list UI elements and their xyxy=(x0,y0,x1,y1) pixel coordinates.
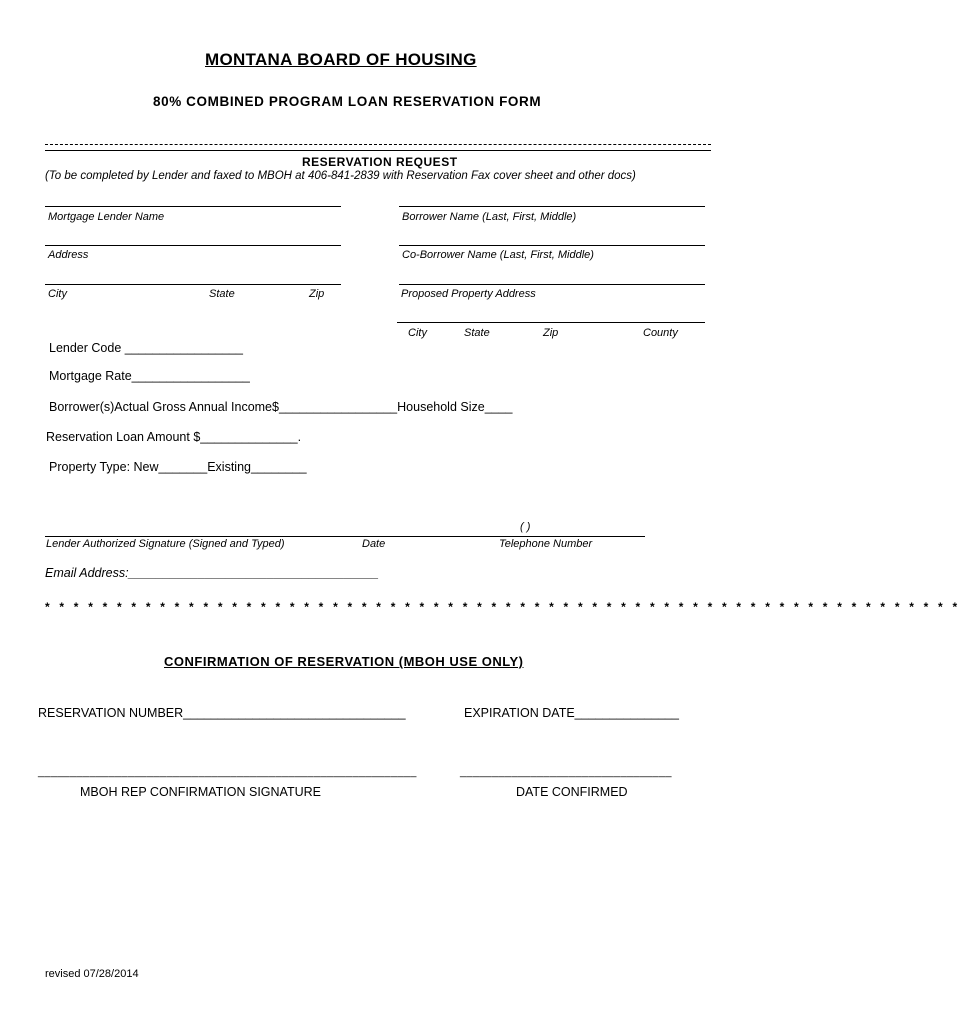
reservation-number-field[interactable]: RESERVATION NUMBER________________________________ xyxy=(38,706,406,720)
income-household-field[interactable]: Borrower(s)Actual Gross Annual Income$_________________Household Size____ xyxy=(49,400,513,414)
city-label: City xyxy=(48,288,67,300)
instructions-text: (To be completed by Lender and faxed to MBOH at 406-841-2839 with Reservation Fax cover sheet and other docs) xyxy=(45,170,636,182)
date-label: Date xyxy=(362,538,386,550)
lender-name-label: Mortgage Lender Name xyxy=(48,211,165,223)
solid-divider xyxy=(45,150,711,151)
lender-code-field[interactable]: Lender Code _________________ xyxy=(49,341,243,355)
address-line[interactable] xyxy=(45,245,341,246)
date-confirmed-label: DATE CONFIRMED xyxy=(516,785,628,799)
expiration-date-field[interactable]: EXPIRATION DATE_______________ xyxy=(464,706,679,720)
rep-signature-line[interactable]: ___________________________________________________________ xyxy=(38,766,417,778)
property-county-label: County xyxy=(643,327,678,339)
loan-amount-field[interactable]: Reservation Loan Amount $______________. xyxy=(46,430,302,444)
page-subtitle: 80% COMBINED PROGRAM LOAN RESERVATION FORM xyxy=(153,94,542,109)
zip-label: Zip xyxy=(309,288,325,300)
state-label: State xyxy=(209,288,235,300)
co-borrower-name-line[interactable] xyxy=(399,245,705,246)
date-confirmed-line[interactable]: _________________________________ xyxy=(460,766,672,778)
property-address-line[interactable] xyxy=(399,284,705,285)
co-borrower-name-label: Co-Borrower Name (Last, First, Middle) xyxy=(402,249,594,261)
address-label: Address xyxy=(48,249,89,261)
lender-signature-line[interactable] xyxy=(45,536,645,537)
rep-signature-label: MBOH REP CONFIRMATION SIGNATURE xyxy=(80,785,321,799)
signature-label: Lender Authorized Signature (Signed and Typed) xyxy=(46,538,285,550)
confirmation-heading: CONFIRMATION OF RESERVATION (MBOH USE ONLY) xyxy=(164,654,524,669)
telephone-label: Telephone Number xyxy=(499,538,593,550)
mortgage-rate-field[interactable]: Mortgage Rate_________________ xyxy=(49,369,250,383)
star-divider: * * * * * * * * * * * * * * * * * * * * * * * * * * * * * * * * * * * * * * * * * * * * * * * * * * * * * * * * * * * * * * * * xyxy=(45,600,960,614)
city-state-zip-line[interactable] xyxy=(45,284,341,285)
property-city-line[interactable] xyxy=(397,322,705,323)
property-state-label: State xyxy=(464,327,490,339)
lender-name-line[interactable] xyxy=(45,206,341,207)
property-address-label: Proposed Property Address xyxy=(401,288,536,300)
phone-area-code: ( ) xyxy=(520,521,531,533)
property-type-field[interactable]: Property Type: New_______Existing________ xyxy=(49,460,307,474)
borrower-name-line[interactable] xyxy=(399,206,705,207)
revised-date: revised 07/28/2014 xyxy=(45,968,139,980)
reservation-request-heading: RESERVATION REQUEST xyxy=(302,155,458,169)
page-title: MONTANA BOARD OF HOUSING xyxy=(205,50,477,69)
dashed-divider xyxy=(45,144,711,145)
property-city-label: City xyxy=(408,327,427,339)
borrower-name-label: Borrower Name (Last, First, Middle) xyxy=(402,211,577,223)
property-zip-label: Zip xyxy=(543,327,559,339)
email-field[interactable]: Email Address:____________________________________ xyxy=(45,566,379,580)
